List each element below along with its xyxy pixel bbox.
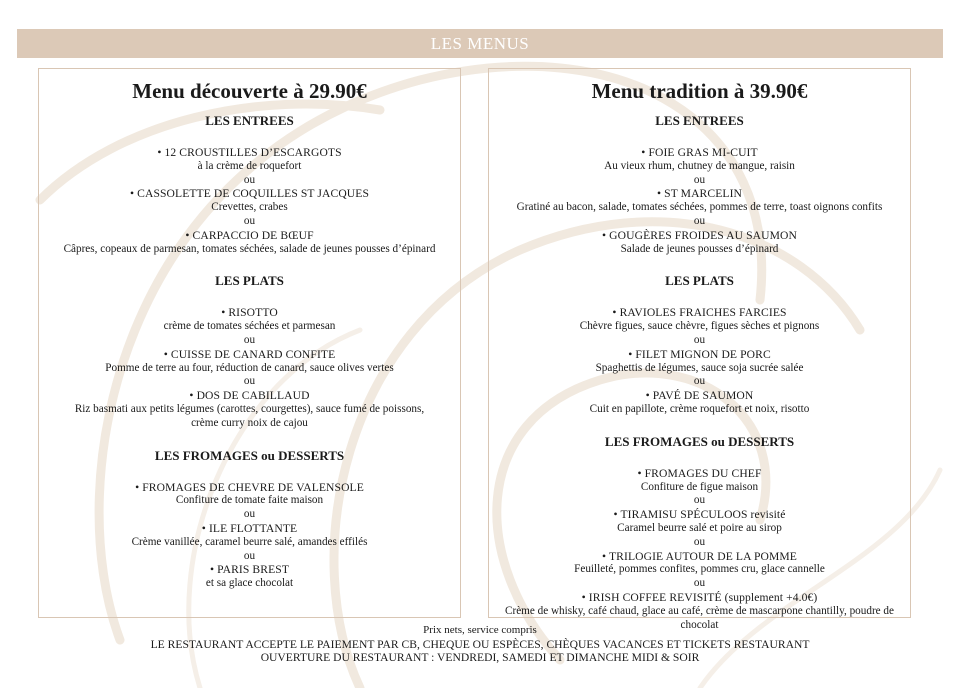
section-heading: LES FROMAGES ou DESSERTS bbox=[604, 433, 795, 449]
dish-description: Cuit en papillote, crème roquefort et noix, risotto bbox=[589, 402, 810, 415]
dish-name: • PARIS BREST bbox=[209, 563, 290, 577]
dish-description: Salade de jeunes pousses d’épinard bbox=[620, 242, 779, 255]
dish-description: Spaghettis de légumes, sauce soja sucrée salée bbox=[595, 361, 804, 374]
menu-title: Menu découverte à 29.90€ bbox=[132, 79, 367, 103]
dish-name: • TIRAMISU SPÉCULOOS revisité bbox=[613, 508, 786, 522]
dish-name: • CARPACCIO DE BŒUF bbox=[185, 228, 314, 242]
or-separator: ou bbox=[243, 549, 256, 562]
dish-description: Gratiné au bacon, salade, tomates séchées, pommes de terre, toast oignons confits bbox=[516, 201, 883, 214]
or-separator: ou bbox=[693, 214, 706, 227]
footer-payment-note: LE RESTAURANT ACCEPTE LE PAIEMENT PAR CB, CHEQUE OU ESPÈCES, CHÈQUES VACANCES ET TICKETS RESTAURANT bbox=[150, 637, 810, 651]
or-separator: ou bbox=[693, 494, 706, 507]
dish-name: • RAVIOLES FRAICHES FARCIES bbox=[612, 306, 787, 320]
or-separator: ou bbox=[243, 214, 256, 227]
dish-description: Riz basmati aux petits légumes (carottes, courgettes), sauce fumé de poissons, bbox=[74, 402, 425, 415]
dish-description: crème de tomates séchées et parmesan bbox=[163, 320, 336, 333]
dish-name: • CASSOLETTE DE COQUILLES ST JACQUES bbox=[129, 187, 369, 201]
dish-description: à la crème de roquefort bbox=[197, 159, 302, 172]
menu-panel-decouverte bbox=[38, 68, 461, 618]
or-separator: ou bbox=[693, 577, 706, 590]
dish-description: Crème de whisky, café chaud, glace au café, crème de mascarpone chantilly, poudre de chocolat bbox=[505, 604, 894, 631]
section-heading: LES PLATS bbox=[665, 273, 734, 289]
or-separator: ou bbox=[243, 508, 256, 521]
menu-panel-tradition bbox=[488, 68, 911, 631]
dish-name: • ILE FLOTTANTE bbox=[201, 521, 298, 535]
dish-description: Confiture de tomate faite maison bbox=[175, 494, 324, 507]
footer-prices-note: Prix nets, service compris bbox=[423, 624, 537, 636]
section-heading: LES PLATS bbox=[215, 273, 284, 289]
dish-name: • FROMAGES DU CHEF bbox=[637, 466, 762, 480]
menu-body bbox=[39, 114, 460, 591]
menu-body bbox=[489, 114, 910, 632]
dish-description: Crème vanillée, caramel beurre salé, amandes effilés bbox=[131, 535, 368, 548]
dish-description: Crevettes, crabes bbox=[211, 201, 288, 214]
or-separator: ou bbox=[243, 173, 256, 186]
dish-name: • GOUGÈRES FROIDES AU SAUMON bbox=[602, 228, 797, 242]
dish-name: • FOIE GRAS MI-CUIT bbox=[641, 146, 758, 159]
dish-name: • PAVÉ DE SAUMON bbox=[645, 389, 754, 403]
dish-description: Caramel beurre salé et poire au sirop bbox=[617, 521, 782, 534]
dish-name: • ST MARCELIN bbox=[656, 187, 743, 201]
or-separator: ou bbox=[243, 375, 256, 388]
section-heading: LES ENTREES bbox=[205, 113, 294, 128]
dish-description: Câpres, copeaux de parmesan, tomates séchées, salade de jeunes pousses d’épinard bbox=[63, 242, 436, 255]
menus-banner bbox=[17, 29, 943, 58]
dish-description: Confiture de figue maison bbox=[640, 480, 759, 493]
footer-opening-hours: OUVERTURE DU RESTAURANT : VENDREDI, SAMEDI ET DIMANCHE MIDI & SOIR bbox=[260, 651, 700, 665]
or-separator: ou bbox=[693, 333, 706, 346]
dish-name: • RISOTTO bbox=[221, 306, 278, 320]
section-heading: LES ENTREES bbox=[655, 113, 744, 128]
dish-name: • TRILOGIE AUTOUR DE LA POMME bbox=[602, 549, 797, 563]
dish-name: • CUISSE DE CANARD CONFITE bbox=[163, 347, 336, 361]
section-heading: LES FROMAGES ou DESSERTS bbox=[154, 447, 345, 463]
dish-description: et sa glace chocolat bbox=[205, 577, 294, 590]
or-separator: ou bbox=[693, 535, 706, 548]
dish-name: • FILET MIGNON DE PORC bbox=[628, 347, 771, 361]
or-separator: ou bbox=[243, 333, 256, 346]
dish-name: • IRISH COFFEE REVISITÉ (supplement +4.0€) bbox=[581, 590, 818, 604]
or-separator: ou bbox=[693, 375, 706, 388]
dish-description: Pomme de terre au four, réduction de canard, sauce olives vertes bbox=[105, 361, 394, 374]
banner-title: LES MENUS bbox=[430, 33, 530, 53]
dish-description: Chèvre figues, sauce chèvre, figues sèches et pignons bbox=[579, 320, 820, 333]
dish-description: Feuilleté, pommes confites, pommes cru, glace cannelle bbox=[574, 563, 825, 576]
menu-title: Menu tradition à 39.90€ bbox=[591, 79, 808, 103]
dish-name: • FROMAGES DE CHEVRE DE VALENSOLE bbox=[135, 480, 364, 494]
dish-description: crème curry noix de cajou bbox=[191, 416, 308, 429]
footer bbox=[0, 624, 960, 665]
or-separator: ou bbox=[693, 173, 706, 186]
dish-description: Au vieux rhum, chutney de mangue, raisin bbox=[604, 159, 795, 172]
dish-name: • DOS DE CABILLAUD bbox=[189, 389, 310, 403]
dish-name: • 12 CROUSTILLES D’ESCARGOTS bbox=[157, 146, 342, 159]
